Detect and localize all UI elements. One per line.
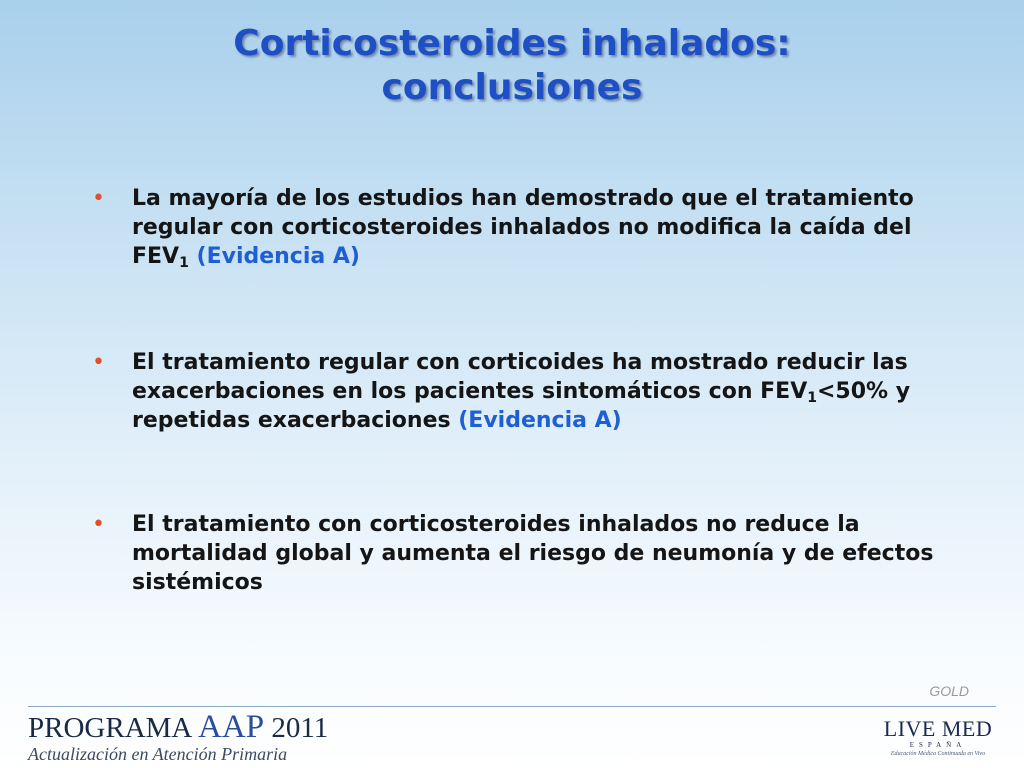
evidence-label: (Evidencia A)	[458, 408, 622, 433]
program-year: 2011	[271, 712, 329, 744]
program-word: PROGRAMA	[28, 712, 191, 744]
slide-title-line1: Corticosteroides inhalados:	[233, 23, 791, 64]
bullet-dot-icon: •	[92, 186, 105, 211]
program-title	[28, 711, 328, 744]
bullet-text	[132, 510, 972, 597]
bullet-text-main: El tratamiento regular con corticoides ha mostrado reducir las exacerbaciones en los pacientes sintomáticos con FEV	[132, 350, 908, 404]
slide-title	[0, 22, 1024, 110]
bullet-item	[92, 184, 972, 271]
footer-divider	[28, 706, 996, 707]
source-label: GOLD	[929, 683, 969, 699]
bullet-item	[92, 510, 972, 597]
livemed-logo-country: ESPAÑA	[909, 741, 967, 749]
program-subtitle: Actualización en Atención Primaria	[28, 744, 288, 764]
bullet-text-after-sub: <50% y repetidas exacerbaciones	[132, 379, 911, 433]
bullet-item	[92, 348, 972, 435]
slide-title-line2: conclusiones	[381, 67, 643, 108]
livemed-logo-tagline: Educación Médica Continuada en Vivo	[890, 751, 986, 757]
bullet-dot-icon: •	[92, 512, 105, 537]
bullet-text	[132, 348, 972, 435]
program-logo	[28, 711, 328, 764]
bullet-subscript: 1	[179, 255, 189, 271]
bullet-text	[132, 184, 972, 271]
livemed-logo	[883, 718, 993, 758]
evidence-label: (Evidencia A)	[196, 244, 360, 269]
bullet-text-main: La mayoría de los estudios han demostrado que el tratamiento regular con corticosteroides inhalados no modifica la caída del FEV	[132, 186, 914, 269]
livemed-logo-name: LIVE MED	[883, 716, 993, 741]
bullet-subscript: 1	[807, 390, 817, 406]
program-acronym: AAP	[198, 709, 265, 745]
bullet-dot-icon: •	[92, 350, 105, 375]
bullet-text-after-sub	[189, 244, 197, 269]
bullet-text-main: El tratamiento con corticosteroides inhalados no reduce la mortalidad global y aumenta el riesgo de neumonía y de efectos sistémicos	[132, 512, 934, 595]
